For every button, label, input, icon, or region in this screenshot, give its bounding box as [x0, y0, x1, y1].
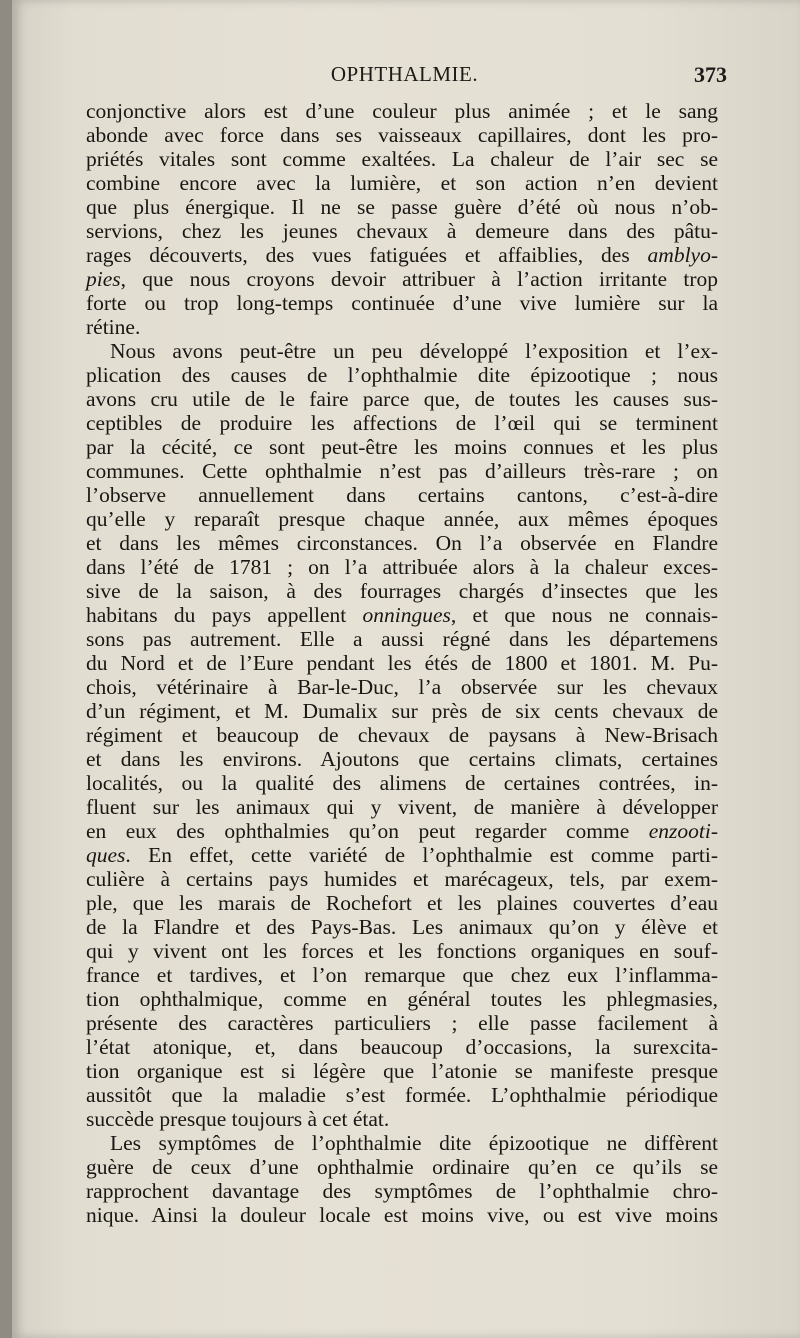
- line-text: , et que nous ne connais-: [450, 603, 718, 627]
- line-text: fluent sur les animaux qui y vivent, de manière à développer: [86, 795, 718, 819]
- line-text: habitans du pays appellent: [86, 603, 363, 627]
- text-line: [86, 243, 718, 267]
- line-text: rapprochent davantage des symptômes de l’ophthalmie chro-: [86, 1179, 718, 1203]
- text-line: [86, 339, 718, 363]
- line-text: présente des caractères particuliers ; elle passe facilement à: [86, 1011, 718, 1035]
- line-text: en eux des ophthalmies qu’on peut regarder comme: [86, 819, 649, 843]
- line-text: plication des causes de l’ophthalmie dite épizootique ; nous: [86, 363, 718, 387]
- text-line: [86, 963, 718, 987]
- line-text: et dans les mêmes circonstances. On l’a observée en Flandre: [86, 531, 718, 555]
- text-line: [86, 315, 718, 339]
- line-text: l’observe annuellement dans certains cantons, c’est-à-dire: [86, 483, 718, 507]
- text-line: [86, 1035, 718, 1059]
- line-text: qu’elle y reparaît presque chaque année, aux mêmes époques: [86, 507, 718, 531]
- text-line: [86, 891, 718, 915]
- text-line: [86, 1011, 718, 1035]
- text-line: [86, 147, 718, 171]
- text-line: [86, 1155, 718, 1179]
- line-text: avons cru utile de le faire parce que, de toutes les causes sus-: [86, 387, 718, 411]
- line-text: culière à certains pays humides et marécageux, tels, par exem-: [86, 867, 718, 891]
- text-line: [86, 747, 718, 771]
- text-line: [86, 699, 718, 723]
- text-line: [86, 123, 718, 147]
- line-text: tion ophthalmique, comme en général toutes les phlegmasies,: [86, 987, 718, 1011]
- line-text: Nous avons peut-être un peu développé l’exposition et l’ex-: [110, 339, 718, 363]
- line-text: priétés vitales sont comme exaltées. La chaleur de l’air sec se: [86, 147, 718, 171]
- text-line: [86, 267, 718, 291]
- italic-term: ques: [86, 843, 126, 867]
- line-text: succède presque toujours à cet état.: [86, 1107, 390, 1131]
- text-line: [86, 651, 718, 675]
- text-line: [86, 219, 718, 243]
- line-text: sons pas autrement. Elle a aussi régné dans les départemens: [86, 627, 718, 651]
- text-line: [86, 1107, 718, 1131]
- line-text: nique. Ainsi la douleur locale est moins vive, ou est vive moins: [86, 1203, 718, 1227]
- text-line: [86, 171, 718, 195]
- line-text: l’état atonique, et, dans beaucoup d’occasions, la surexcita-: [86, 1035, 718, 1059]
- text-line: [86, 627, 718, 651]
- italic-term: onningues: [362, 603, 451, 627]
- text-line: [86, 507, 718, 531]
- text-line: [86, 1131, 718, 1155]
- line-text: qui y vivent ont les forces et les fonctions organiques en souf-: [86, 939, 718, 963]
- body-text: [86, 99, 718, 1227]
- text-line: [86, 435, 718, 459]
- text-line: [86, 939, 718, 963]
- line-text: tion organique est si légère que l’atonie se manifeste presque: [86, 1059, 718, 1083]
- text-line: [86, 987, 718, 1011]
- text-line: [86, 603, 718, 627]
- text-line: [86, 843, 718, 867]
- line-text: ple, que les marais de Rochefort et les plaines couvertes d’eau: [86, 891, 718, 915]
- line-text: communes. Cette ophthalmie n’est pas d’ailleurs très-rare ; on: [86, 459, 718, 483]
- line-text: chois, vétérinaire à Bar-le-Duc, l’a observée sur les chevaux: [86, 675, 718, 699]
- text-line: [86, 579, 718, 603]
- text-line: [86, 675, 718, 699]
- line-text: ceptibles de produire les affections de l’œil qui se terminent: [86, 411, 718, 435]
- text-line: [86, 795, 718, 819]
- text-line: [86, 411, 718, 435]
- line-text: , que nous croyons devoir attribuer à l’action irritante trop: [120, 267, 718, 291]
- text-line: [86, 483, 718, 507]
- line-text: d’un régiment, et M. Dumalix sur près de six cents chevaux de: [86, 699, 718, 723]
- text-line: [86, 1083, 718, 1107]
- book-page: [12, 0, 800, 1338]
- line-text: sive de la saison, à des fourrages chargés d’insectes que les: [86, 579, 718, 603]
- line-text: et dans les environs. Ajoutons que certains climats, certaines: [86, 747, 718, 771]
- text-line: [86, 819, 718, 843]
- line-text: dans l’été de 1781 ; on l’a attribuée alors à la chaleur exces-: [86, 555, 718, 579]
- text-line: [86, 915, 718, 939]
- italic-term: pies: [86, 267, 121, 291]
- text-line: [86, 555, 718, 579]
- text-line: [86, 387, 718, 411]
- text-line: [86, 291, 718, 315]
- text-line: [86, 531, 718, 555]
- line-text: rages découverts, des vues fatiguées et affaiblies, des: [86, 243, 648, 267]
- text-line: [86, 363, 718, 387]
- line-text: Les symptômes de l’ophthalmie dite épizootique ne diffèrent: [110, 1131, 718, 1155]
- line-text: conjonctive alors est d’une couleur plus animée ; et le sang: [86, 99, 718, 123]
- text-line: [86, 195, 718, 219]
- line-text: que plus énergique. Il ne se passe guère d’été où nous n’ob-: [86, 195, 718, 219]
- line-text: rétine.: [86, 315, 141, 339]
- line-text: de la Flandre et des Pays-Bas. Les animaux qu’on y élève et: [86, 915, 718, 939]
- line-text: aussitôt que la maladie s’est formée. L’ophthalmie périodique: [86, 1083, 718, 1107]
- line-text: abonde avec force dans ses vaisseaux capillaires, dont les pro-: [86, 123, 718, 147]
- line-text: servions, chez les jeunes chevaux à demeure dans des pâtu-: [86, 219, 718, 243]
- running-head: OPHTHALMIE.: [330, 62, 479, 86]
- italic-term: amblyo-: [647, 243, 718, 267]
- text-line: [86, 99, 718, 123]
- text-line: [86, 1179, 718, 1203]
- text-line: [86, 459, 718, 483]
- line-text: régiment et beaucoup de chevaux de paysans à New-Brisach: [86, 723, 718, 747]
- line-text: du Nord et de l’Eure pendant les étés de 1800 et 1801. M. Pu-: [86, 651, 718, 675]
- text-line: [86, 1203, 718, 1227]
- text-line: [86, 723, 718, 747]
- line-text: par la cécité, ce sont peut-être les moins connues et les plus: [86, 435, 718, 459]
- line-text: guère de ceux d’une ophthalmie ordinaire qu’en ce qu’ils se: [86, 1155, 718, 1179]
- page-number: 373: [694, 62, 727, 87]
- italic-term: enzooti-: [648, 819, 718, 843]
- text-line: [86, 867, 718, 891]
- text-line: [86, 771, 718, 795]
- line-text: localités, ou la qualité des alimens de certaines contrées, in-: [86, 771, 718, 795]
- text-line: [86, 1059, 718, 1083]
- line-text: forte ou trop long-temps continuée d’une vive lumière sur la: [86, 291, 718, 315]
- page-header: [82, 62, 727, 92]
- line-text: france et tardives, et l’on remarque que chez eux l’inflamma-: [86, 963, 718, 987]
- line-text: combine encore avec la lumière, et son action n’en devient: [86, 171, 718, 195]
- line-text: . En effet, cette variété de l’ophthalmie est comme parti-: [125, 843, 718, 867]
